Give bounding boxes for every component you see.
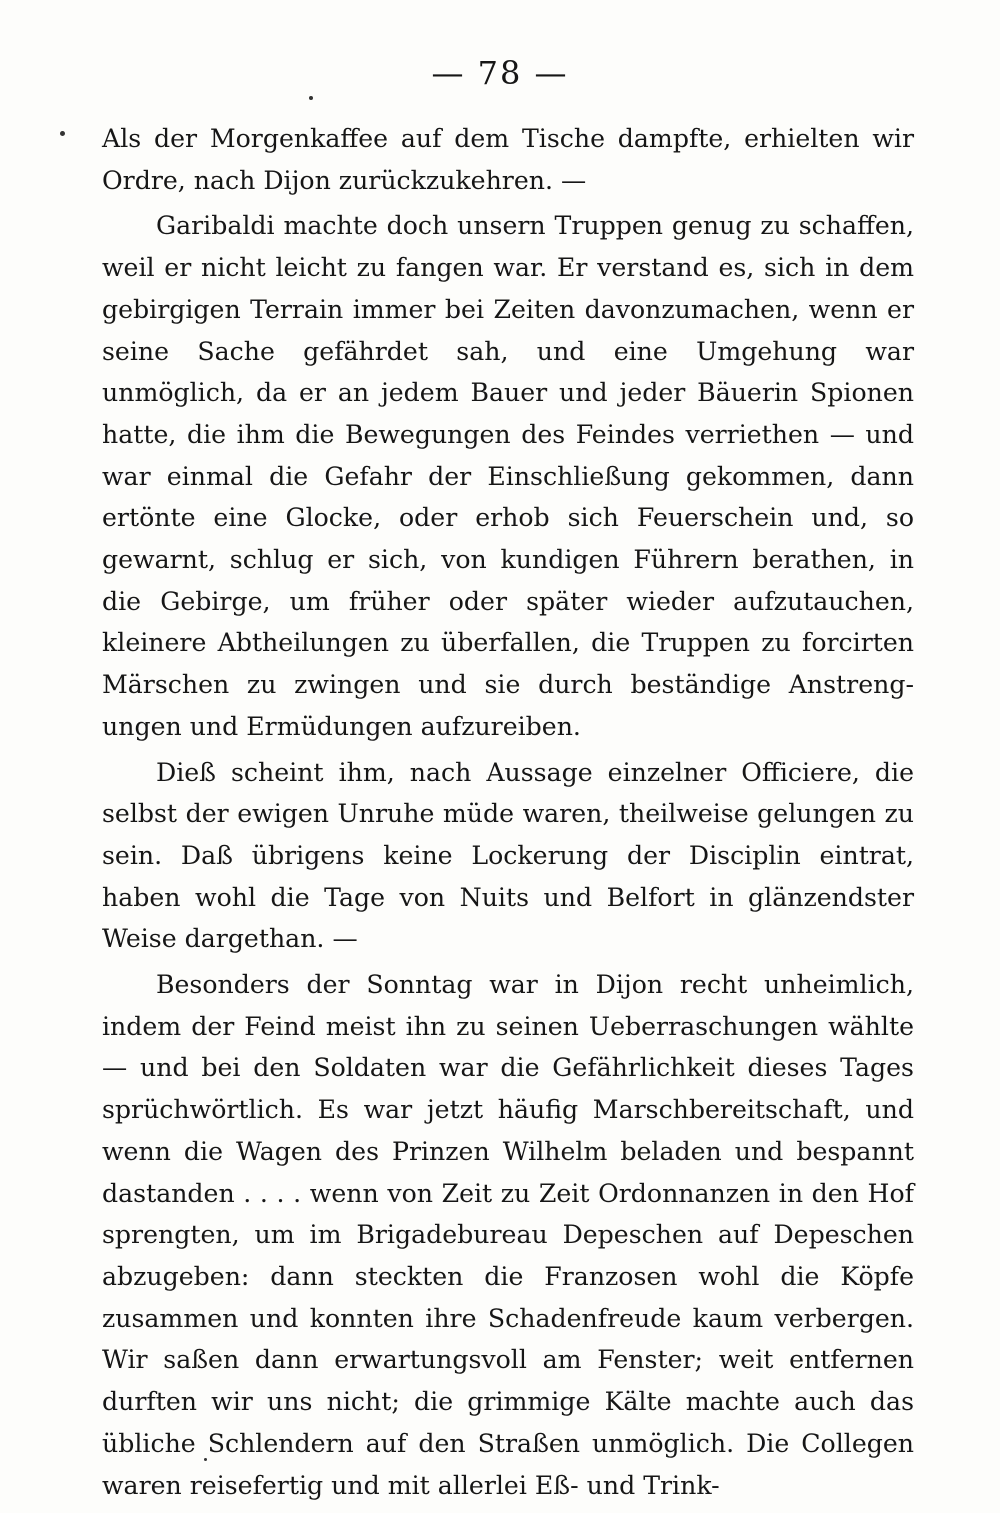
paragraph: Dieß scheint ihm, nach Aussage einzelner Officiere, die selbst der ewigen Unruhe müde waren, theilweise gelungen zu sein. Daß übrigens keine Lockerung der Disciplin eintrat, haben wohl die Tage von Nuits und Belfort in glänzendster Weise dargethan. — [102,757,914,954]
ink-speck [309,96,313,100]
paragraph: Garibaldi machte doch unsern Truppen genug zu schaffen, weil er nicht leicht zu fangen war. Er verstand es, sich in dem gebirgigen Terrain immer bei Zeiten davonzumachen, wenn er seine Sache gefährdet sah, und eine Umgehung war unmöglich, da er an jedem Bauer und jeder Bäuerin Spionen hatte, die ihm die Bewegungen des Feindes verriethen — und war einmal die Gefahr der Einschließung gekommen, dann ertönte eine Glocke, oder erhob sich Feuerschein und, so gewarnt, schlug er sich, von kundigen Führern berathen, in die Gebirge, um früher oder später wieder aufzutauchen, kleinere Abtheilungen zu überfallen, die Truppen zu forcirten Märschen zu zwingen und sie durch beständige Anstrengungen und Ermüdungen aufzureiben. [102,211,914,741]
body-text [102,118,914,1506]
paragraph: Als der Morgenkaffee auf dem Tische dampfte, erhielten wir Ordre, nach Dijon zurückzukehren. — [102,124,914,195]
ink-speck [60,131,65,136]
paragraph: Besonders der Sonntag war in Dijon recht unheimlich, indem der Feind meist ihn zu seinen Ueberraschungen wählte — und bei den Soldaten war die Gefährlichkeit dieses Tages sprüchwörtlich. Es war jetzt häufig Marschbereitschaft, und wenn die Wagen des Prinzen Wilhelm beladen und bespannt dastanden . . . . wenn von Zeit zu Zeit Ordonnanzen in den Hof sprengten, um im Brigadebureau Depeschen auf Depeschen abzugeben: dann steckten die Franzosen wohl die Köpfe zusammen und konnten ihre Schadenfreude kaum verbergen. Wir saßen dann erwartungsvoll am Fenster; weit entfernen durften wir uns nicht; die grimmige Kälte machte auch das übliche Schlendern auf den Straßen unmöglich. Die Collegen waren reisefertig und mit allerlei Eß- und Trink- [102,970,914,1500]
page-number: — 78 — [431,54,569,92]
